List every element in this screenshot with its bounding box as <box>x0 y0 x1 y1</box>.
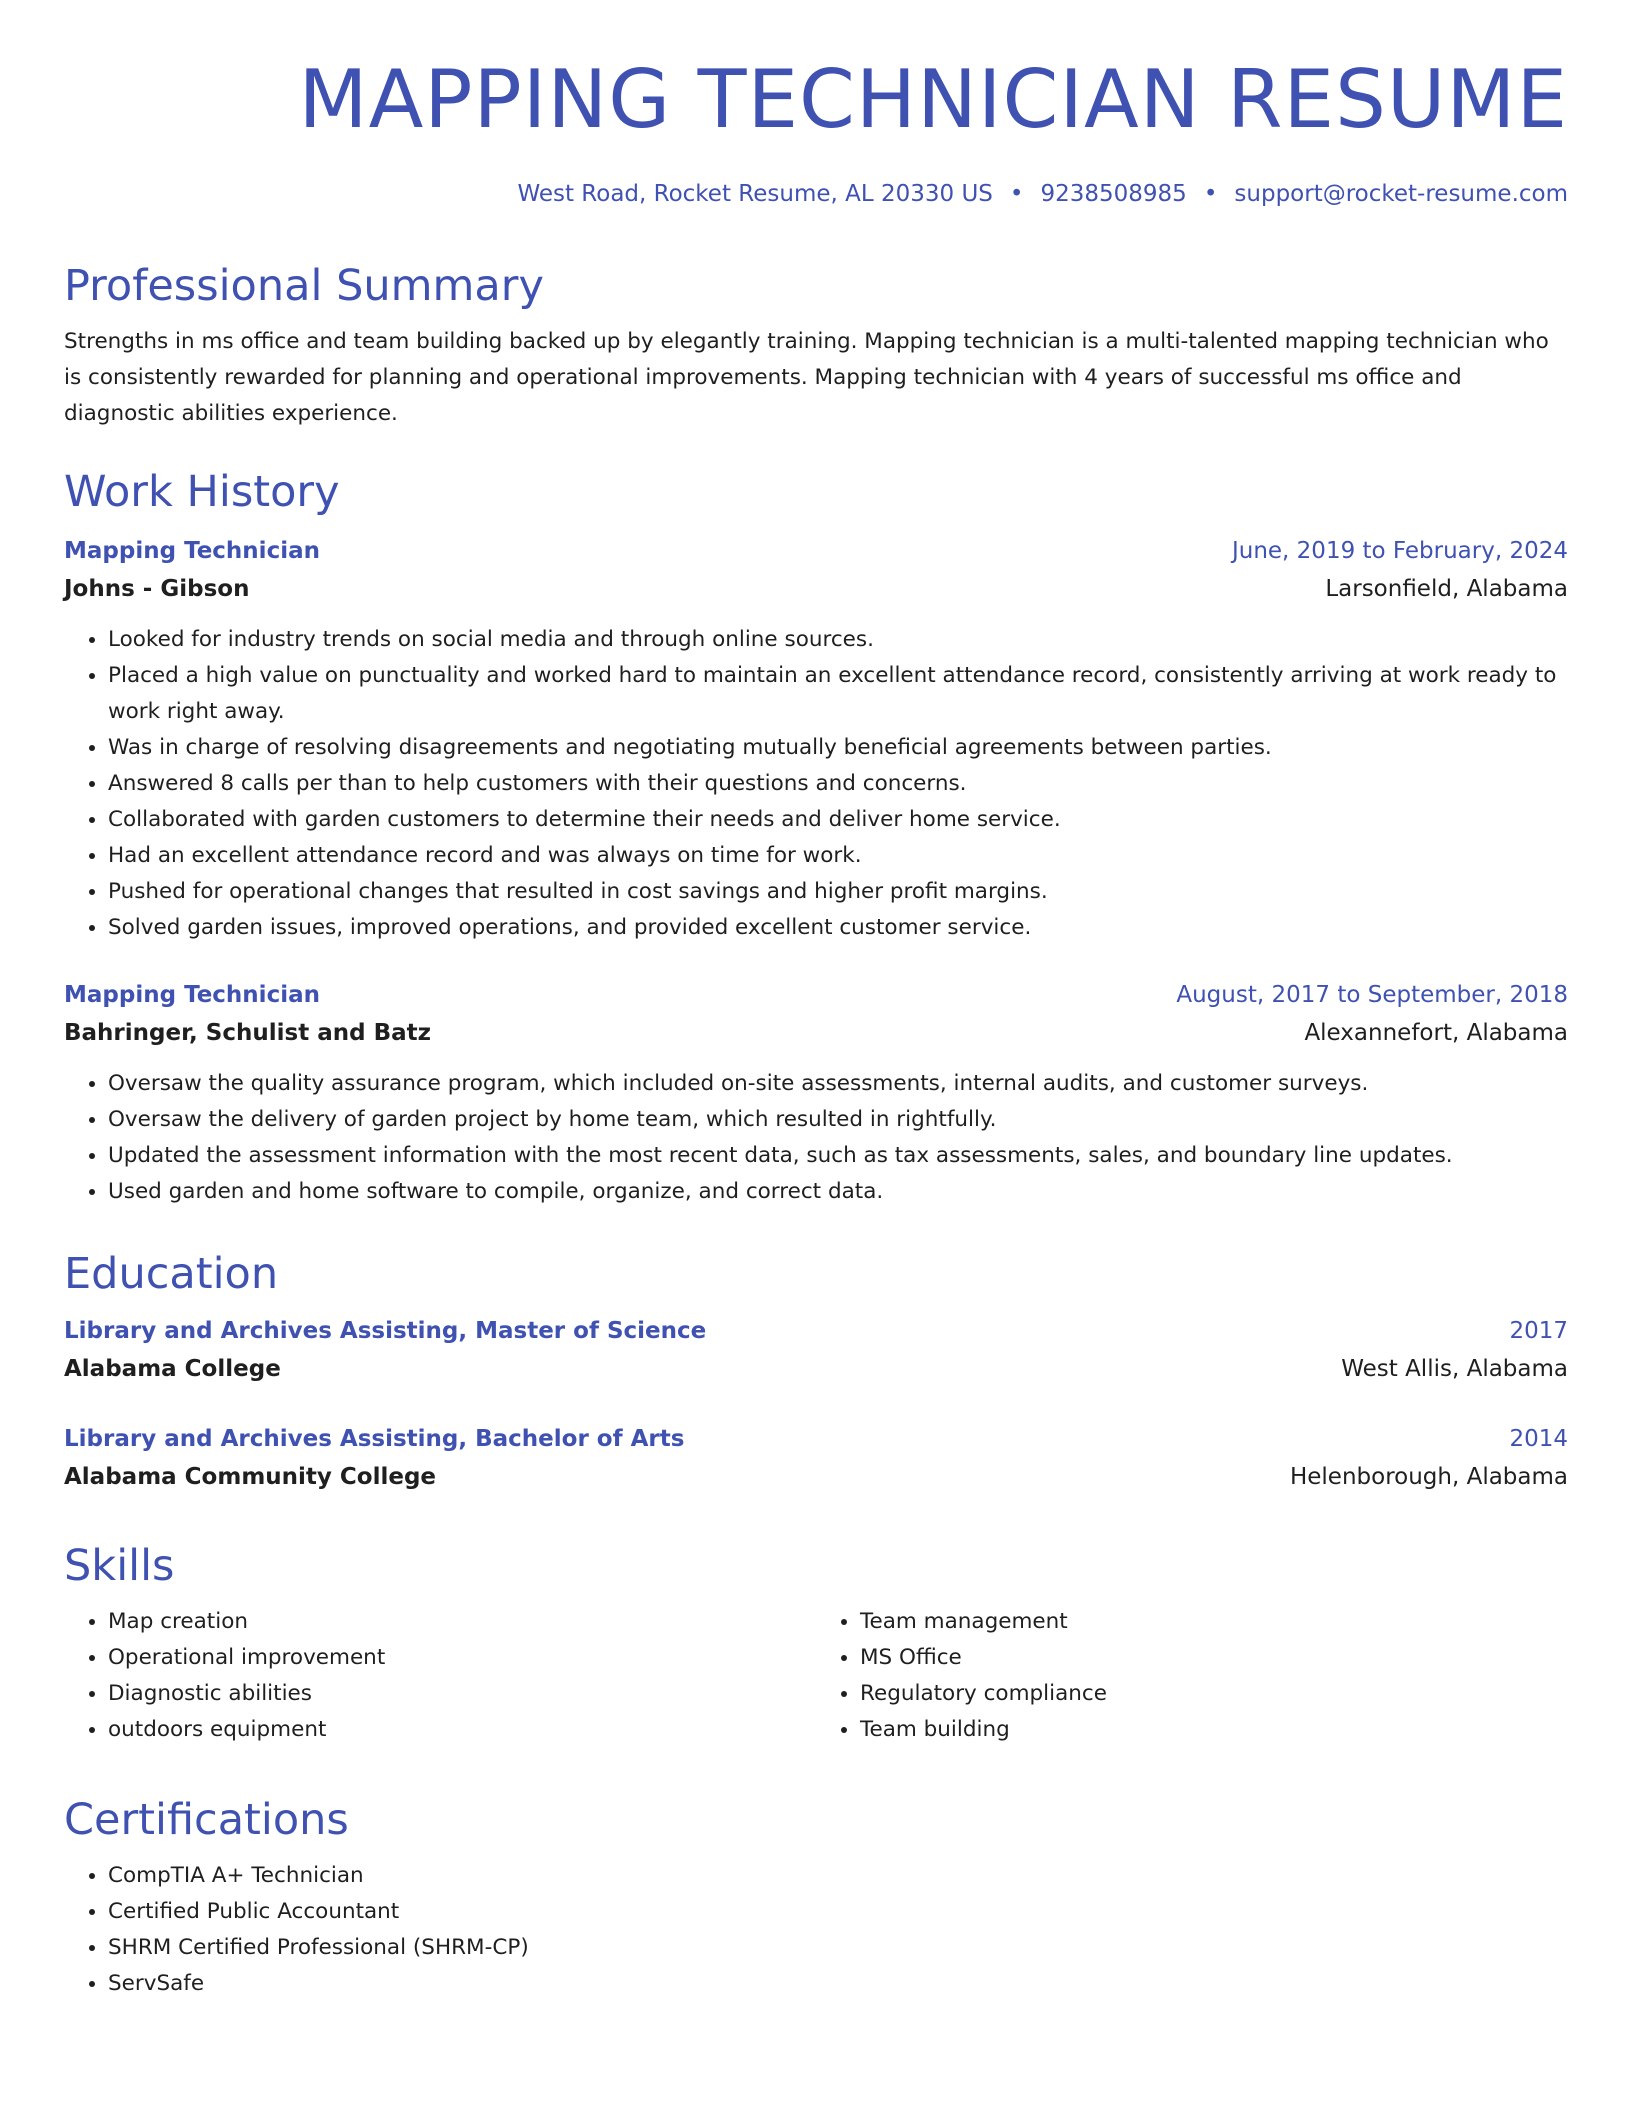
resume-title: MAPPING TECHNICIAN RESUME <box>298 53 1568 146</box>
job-company: Bahringer, Schulist and Batz <box>64 1020 432 1046</box>
education-section <box>64 1246 1568 1496</box>
job-company-row <box>64 570 1568 608</box>
job-entry <box>64 532 1568 946</box>
education-school-row <box>64 1350 1568 1388</box>
job-company-row <box>64 1014 1568 1052</box>
contact-phone: 9238508985 <box>1040 181 1187 207</box>
job-entry <box>64 976 1568 1210</box>
skills-section <box>64 1538 1568 1748</box>
job-bullet: • Answered 8 calls per than to help customers with their questions and concerns. <box>108 766 1568 802</box>
skill-item: • outdoors equipment <box>108 1712 816 1748</box>
contact-separator: • <box>1009 181 1024 207</box>
certification-item: • Certified Public Accountant <box>108 1894 1568 1930</box>
skill-item: • Map creation <box>108 1604 816 1640</box>
job-dates: June, 2019 to February, 2024 <box>1231 538 1568 564</box>
education-school: Alabama College <box>64 1356 281 1382</box>
contact-address: West Road, Rocket Resume, AL 20330 US <box>517 181 993 207</box>
job-bullet: • Had an excellent attendance record and was always on time for work. <box>108 838 1568 874</box>
summary-heading: Professional Summary <box>64 261 544 311</box>
education-header-row <box>64 1312 1568 1350</box>
summary-section <box>64 258 1568 432</box>
skills-heading: Skills <box>64 1541 175 1591</box>
work-history-section <box>64 464 1568 1210</box>
skill-item: • Team building <box>860 1712 1568 1748</box>
certification-item: • CompTIA A+ Technician <box>108 1858 1568 1894</box>
skills-list-left <box>64 1604 816 1748</box>
job-bullet: • Updated the assessment information with the most recent data, such as tax assessments, sales, and boundary line updates. <box>108 1138 1568 1174</box>
education-entry <box>64 1312 1568 1388</box>
education-year: 2014 <box>1509 1426 1568 1452</box>
work-history-heading: Work History <box>64 467 340 517</box>
job-bullet: • Was in charge of resolving disagreements and negotiating mutually beneficial agreements between parties. <box>108 730 1568 766</box>
job-header-row <box>64 532 1568 570</box>
education-degree: Library and Archives Assisting, Bachelor of Arts <box>64 1426 685 1452</box>
skill-item: • Team management <box>860 1604 1568 1640</box>
job-bullet: • Placed a high value on punctuality and worked hard to maintain an excellent attendance record, consistently arriving at work ready to work right away. <box>108 658 1568 730</box>
education-entry <box>64 1420 1568 1496</box>
contact-email: support@rocket-resume.com <box>1234 181 1568 207</box>
job-bullet: • Used garden and home software to compile, organize, and correct data. <box>108 1174 1568 1210</box>
certification-item: • ServSafe <box>108 1966 1568 2002</box>
job-title: Mapping Technician <box>64 982 320 1008</box>
job-bullet: • Looked for industry trends on social media and through online sources. <box>108 622 1568 658</box>
certifications-heading: Certifications <box>64 1795 349 1845</box>
education-header-row <box>64 1420 1568 1458</box>
skill-item: • Operational improvement <box>108 1640 816 1676</box>
skills-columns <box>64 1604 1568 1748</box>
skills-list-right <box>816 1604 1568 1748</box>
job-dates: August, 2017 to September, 2018 <box>1176 982 1568 1008</box>
education-location: West Allis, Alabama <box>1341 1356 1568 1382</box>
job-title: Mapping Technician <box>64 538 320 564</box>
education-year: 2017 <box>1509 1318 1568 1344</box>
skill-item: • Diagnostic abilities <box>108 1676 816 1712</box>
contact-separator: • <box>1203 181 1218 207</box>
education-degree: Library and Archives Assisting, Master of Science <box>64 1318 707 1344</box>
education-heading: Education <box>64 1249 279 1299</box>
certifications-section <box>64 1792 1568 2002</box>
certification-item: • SHRM Certified Professional (SHRM-CP) <box>108 1930 1568 1966</box>
education-school: Alabama Community College <box>64 1464 437 1490</box>
education-location: Helenborough, Alabama <box>1289 1464 1568 1490</box>
job-location: Alexannefort, Alabama <box>1304 1020 1568 1046</box>
job-bullets <box>64 1066 1568 1210</box>
contact-line <box>517 178 1568 210</box>
job-bullet: • Pushed for operational changes that resulted in cost savings and higher profit margins. <box>108 874 1568 910</box>
job-bullet: • Oversaw the delivery of garden project by home team, which resulted in rightfully. <box>108 1102 1568 1138</box>
job-bullet: • Solved garden issues, improved operations, and provided excellent customer service. <box>108 910 1568 946</box>
skill-item: • MS Office <box>860 1640 1568 1676</box>
job-header-row <box>64 976 1568 1014</box>
job-bullets <box>64 622 1568 946</box>
education-school-row <box>64 1458 1568 1496</box>
summary-text: Strengths in ms office and team building backed up by elegantly training. Mapping technician is a multi-talented mapping technician who is consistently rewarded for planning and operational improvements. Mapping technician with 4 years of successful ms office and diagnostic abilities experience. <box>64 329 1549 426</box>
job-location: Larsonfield, Alabama <box>1325 576 1568 602</box>
job-bullet: • Collaborated with garden customers to determine their needs and deliver home service. <box>108 802 1568 838</box>
certifications-list <box>64 1858 1568 2002</box>
job-company: Johns - Gibson <box>64 576 250 602</box>
skill-item: • Regulatory compliance <box>860 1676 1568 1712</box>
job-bullet: • Oversaw the quality assurance program, which included on-site assessments, internal audits, and customer surveys. <box>108 1066 1568 1102</box>
